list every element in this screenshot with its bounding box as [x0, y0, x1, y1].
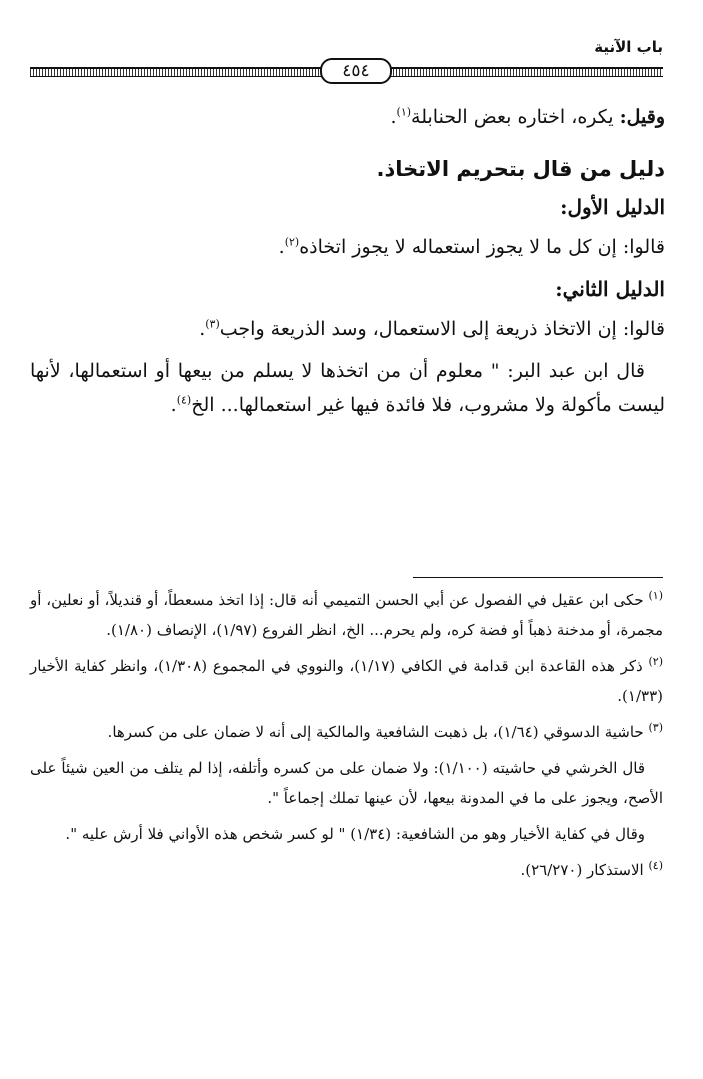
quote-paragraph	[30, 354, 665, 422]
footnote-1	[30, 585, 663, 645]
footnote-3a-text: قال الخرشي في حاشيته (١/١٠٠): ولا ضمان على من كسره وأتلفه، إذا لم يتلف من العين شيئاً على الأصح، ويجوز على ما في المدونة بيعها، لأن عينها تملك إجماعاً ".	[30, 759, 663, 807]
evidence-2-heading: الدليل الثاني:	[555, 277, 665, 301]
footnote-1-text: حكى ابن عقيل في الفصول عن أبي الحسن التميمي أنه قال: إذا اتخذ مسعطاً، أو قنديلاً، أو نعلين، أو مجمرة، أو مدخنة ذهباً أو فضة كره، ولم يحرم... الخ، انظر الفروع (١/٩٧)، الإنصاف (١/٨٠).	[30, 591, 663, 639]
footnote-separator	[413, 577, 663, 578]
opinion-lead: وقيل:	[619, 106, 665, 128]
footnote-3b-text: وقال في كفاية الأخيار وهو من الشافعية: (١/٣٤) " لو كسر شخص هذه الأواني فلا أرش عليه ".	[65, 825, 645, 843]
evidence-1-end: .	[278, 236, 285, 258]
footnote-3-text: حاشية الدسوقي (١/٦٤)، بل ذهبت الشافعية والمالكية إلى أنه لا ضمان على من كسرها.	[107, 723, 644, 741]
section-heading: دليل من قال بتحريم الاتخاذ.	[376, 157, 665, 181]
opinion-end: .	[390, 106, 397, 128]
footnote-3	[30, 717, 663, 747]
page-number: ٤٥٤	[320, 58, 392, 84]
paragraph-opinion	[30, 100, 665, 134]
evidence-2-text	[30, 312, 665, 346]
footnotes	[30, 585, 663, 891]
quote-end: .	[170, 394, 177, 416]
opinion-text: يكره، اختاره بعض الحنابلة	[411, 106, 620, 128]
main-text	[30, 100, 665, 430]
evidence-1-heading: الدليل الأول:	[560, 195, 665, 219]
footnote-ref-3[interactable]: (٣)	[205, 317, 220, 331]
footnote-2-number: (٢)	[648, 655, 663, 668]
footnote-3-number: (٣)	[648, 721, 663, 734]
footnote-1-number: (١)	[648, 589, 663, 602]
footnote-2	[30, 651, 663, 711]
footnote-ref-1[interactable]: (١)	[396, 105, 412, 119]
footnote-4-text: الاستذكار (٢٦/٢٧٠).	[520, 861, 644, 879]
quote-text: قال ابن عبد البر: " معلوم أن من اتخذها لا يسلم من بيعها أو استعمالها، لأنها ليست مأكولة ولا مشروب، فلا فائدة فيها غير استعمالها... الخ	[30, 360, 665, 416]
evidence-2-body: قالوا: إن الاتخاذ ذريعة إلى الاستعمال، وسد الذريعة واجب	[219, 318, 665, 340]
footnote-3-continuation-a	[30, 753, 663, 813]
footnote-2-text: ذكر هذه القاعدة ابن قدامة في الكافي (١/١٧)، والنووي في المجموع (١/٣٠٨)، وانظر كفاية الأخيار (١/٣٣).	[30, 657, 663, 705]
running-title: باب الآنية	[594, 38, 663, 56]
footnote-4-number: (٤)	[648, 859, 663, 872]
evidence-1-text	[30, 230, 665, 264]
footnote-4	[30, 855, 663, 885]
evidence-2-end: .	[199, 318, 206, 340]
footnote-3-continuation-b	[30, 819, 663, 849]
footnote-ref-2[interactable]: (٢)	[284, 235, 300, 249]
footnote-ref-4[interactable]: (٤)	[176, 393, 192, 407]
evidence-1-body: قالوا: إن كل ما لا يجوز استعماله لا يجوز اتخاذه	[299, 236, 665, 258]
